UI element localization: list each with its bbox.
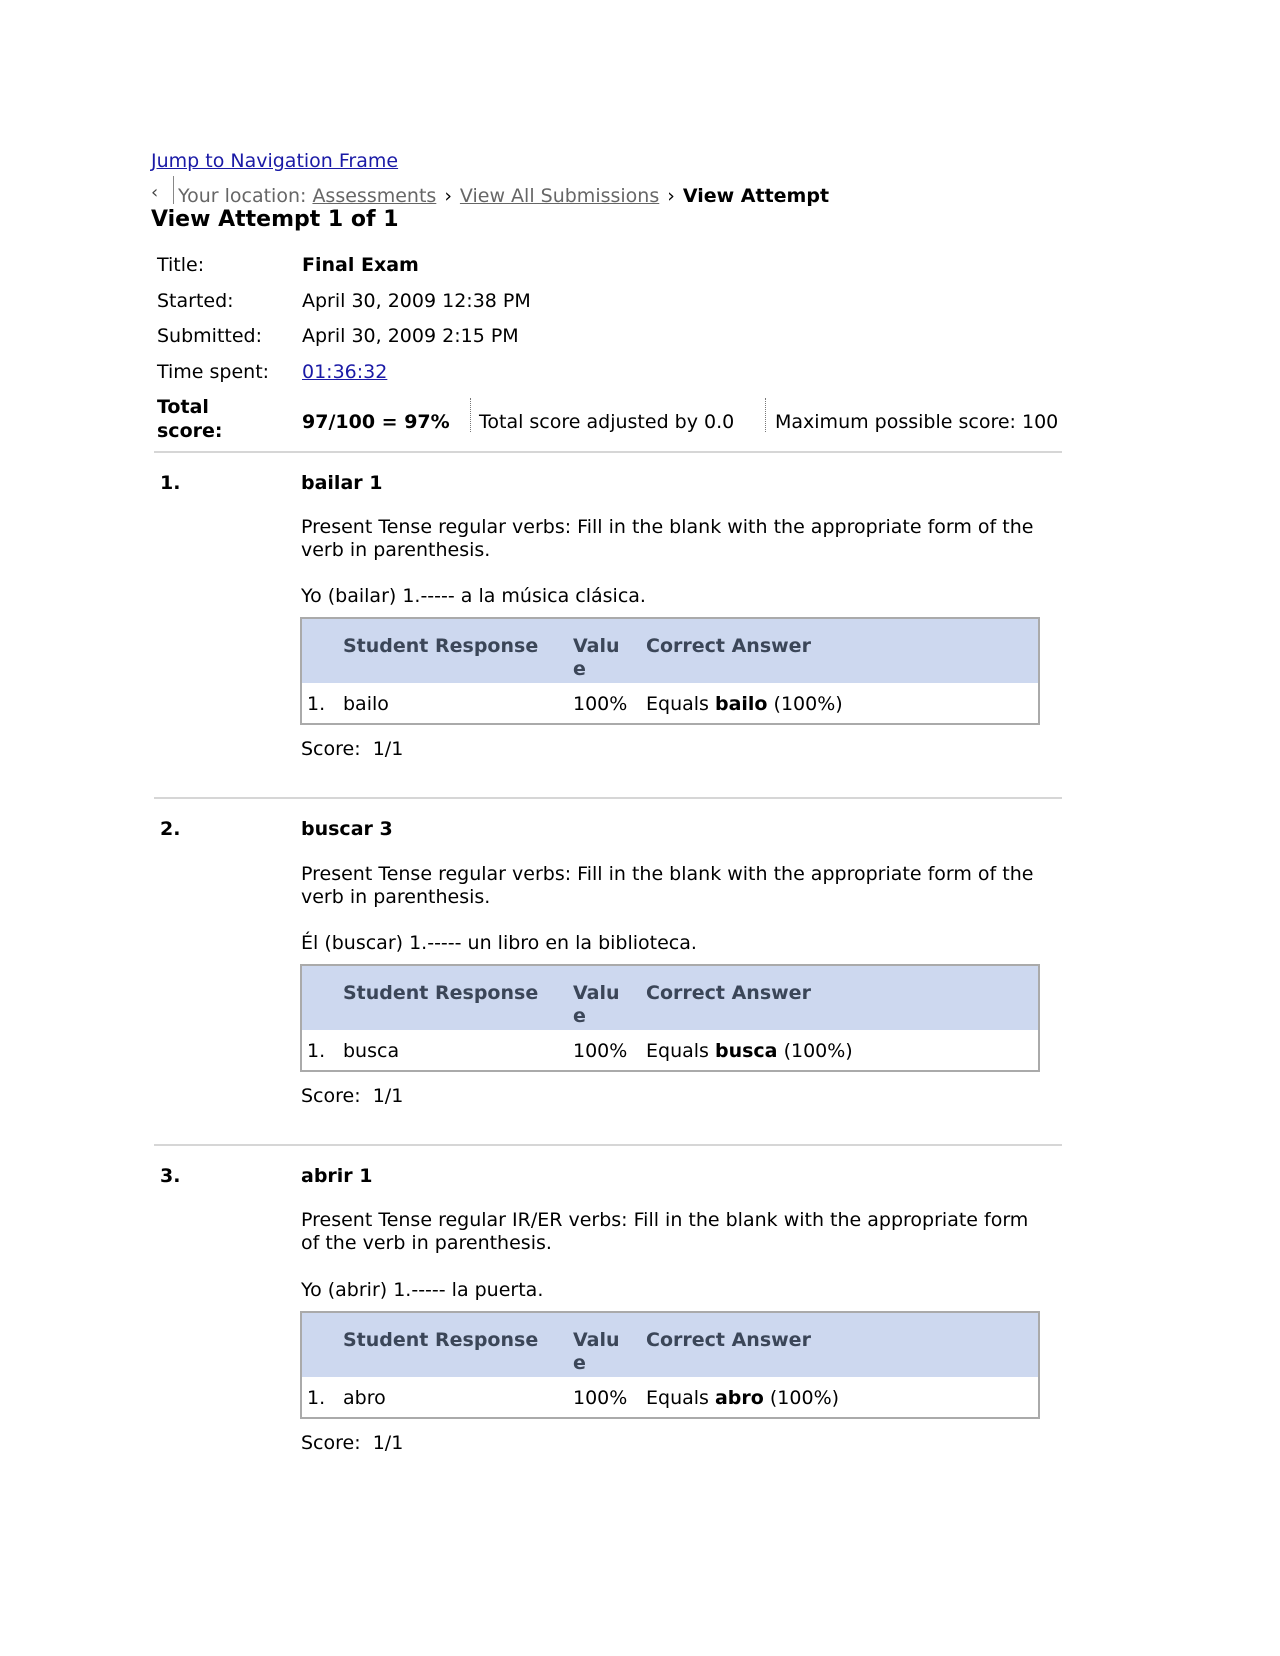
header-value: Valu e — [573, 982, 620, 1027]
started-value: April 30, 2009 12:38 PM — [302, 290, 531, 312]
response-table — [300, 617, 1040, 725]
question-number: 3. — [160, 1165, 181, 1187]
response-table — [300, 1311, 1040, 1419]
time-spent-label: Time spent: — [157, 361, 270, 383]
student-response: abro — [343, 1387, 386, 1409]
header-correct-answer: Correct Answer — [646, 982, 811, 1004]
jump-to-navigation-link[interactable]: Jump to Navigation Frame — [151, 150, 399, 172]
score-adjusted: Total score adjusted by 0.0 — [479, 411, 735, 433]
correct-answer: Equals bailo (100%) — [646, 693, 843, 715]
started-label: Started: — [157, 290, 234, 312]
header-student-response: Student Response — [343, 982, 539, 1004]
divider — [154, 797, 1062, 799]
question-prompt: Yo (bailar) 1.----- a la música clásica. — [301, 585, 646, 607]
submitted-label: Submitted: — [157, 325, 263, 347]
title-value: Final Exam — [302, 254, 419, 276]
row-index: 1. — [307, 1040, 326, 1062]
question-score: Score: 1/1 — [301, 1432, 404, 1454]
response-value: 100% — [573, 1387, 628, 1409]
header-value: Valu e — [573, 635, 620, 680]
student-response: busca — [343, 1040, 400, 1062]
response-value: 100% — [573, 693, 628, 715]
breadcrumb-prefix: Your location: — [178, 185, 307, 207]
breadcrumb — [151, 182, 829, 210]
response-table — [300, 964, 1040, 1072]
question-prompt: Yo (abrir) 1.----- la puerta. — [301, 1279, 544, 1301]
submitted-value: April 30, 2009 2:15 PM — [302, 325, 519, 347]
question-score: Score: 1/1 — [301, 1085, 404, 1107]
header-student-response: Student Response — [343, 635, 539, 657]
question-prompt: Él (buscar) 1.----- un libro en la biblioteca. — [301, 932, 697, 954]
divider — [154, 451, 1062, 453]
score-divider — [765, 398, 766, 432]
question-title: bailar 1 — [301, 472, 383, 494]
question-number: 1. — [160, 472, 181, 494]
row-index: 1. — [307, 1387, 326, 1409]
correct-answer: Equals busca (100%) — [646, 1040, 853, 1062]
question-text: Present Tense regular IR/ER verbs: Fill in the blank with the appropriate form of the verb in parenthesis. — [301, 1209, 1029, 1254]
response-value: 100% — [573, 1040, 628, 1062]
question-title: abrir 1 — [301, 1165, 373, 1187]
total-score-label-2: score: — [157, 420, 223, 442]
breadcrumb-divider — [173, 176, 174, 204]
score-divider — [470, 398, 471, 432]
breadcrumb-separator: › — [667, 185, 675, 207]
header-student-response: Student Response — [343, 1329, 539, 1351]
question-number: 2. — [160, 818, 181, 840]
title-label: Title: — [157, 254, 205, 276]
header-value: Valu e — [573, 1329, 620, 1374]
divider — [154, 1144, 1062, 1146]
header-correct-answer: Correct Answer — [646, 635, 811, 657]
breadcrumb-separator: › — [444, 185, 452, 207]
total-score-label-1: Total — [157, 396, 209, 418]
breadcrumb-link-view-all-submissions[interactable]: View All Submissions — [459, 185, 660, 207]
question-text: Present Tense regular verbs: Fill in the blank with the appropriate form of the verb in parenthesis. — [301, 516, 1034, 561]
header-correct-answer: Correct Answer — [646, 1329, 811, 1351]
page-title: View Attempt 1 of 1 — [151, 207, 399, 232]
correct-answer: Equals abro (100%) — [646, 1387, 840, 1409]
question-text: Present Tense regular verbs: Fill in the blank with the appropriate form of the verb in parenthesis. — [301, 863, 1034, 908]
question-title: buscar 3 — [301, 818, 393, 840]
max-possible-score: Maximum possible score: 100 — [775, 411, 1059, 433]
breadcrumb-link-assessments[interactable]: Assessments — [312, 185, 437, 207]
question-score: Score: 1/1 — [301, 738, 404, 760]
chevron-left-icon[interactable]: ‹ — [151, 181, 159, 203]
row-index: 1. — [307, 693, 326, 715]
total-score-value: 97/100 = 97% — [302, 411, 450, 433]
breadcrumb-current: View Attempt — [682, 185, 830, 207]
time-spent-link[interactable]: 01:36:32 — [302, 361, 388, 383]
student-response: bailo — [343, 693, 389, 715]
